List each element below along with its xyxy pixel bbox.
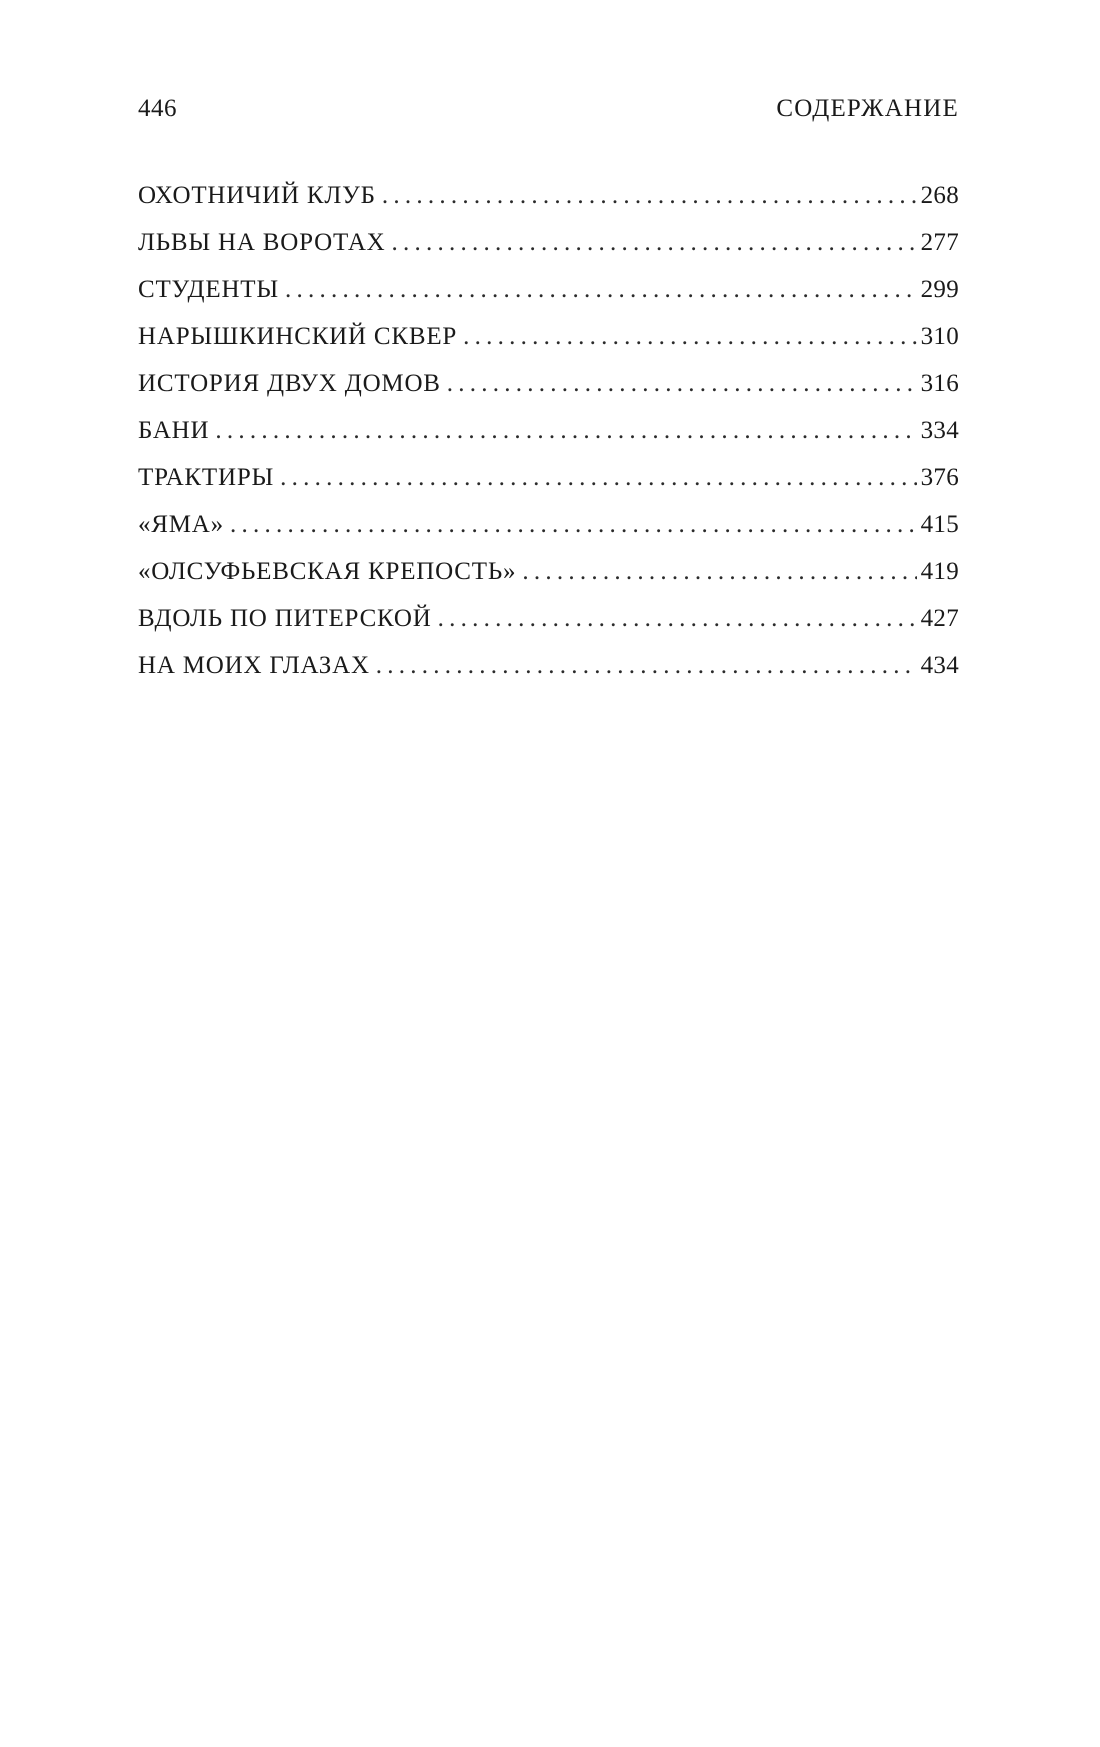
toc-entry [138, 370, 959, 417]
toc-entry-page: 419 [920, 558, 959, 585]
toc-entry-page: 268 [920, 182, 959, 209]
toc-entry [138, 464, 959, 511]
page-number: 446 [138, 95, 177, 122]
toc-entry-page: 427 [920, 605, 959, 632]
toc-entry-title: ТРАКТИРЫ [138, 464, 275, 491]
toc-entry [138, 417, 959, 464]
dot-leader [280, 464, 916, 492]
toc-entry-title: СТУДЕНТЫ [138, 276, 279, 303]
running-head [138, 95, 959, 131]
toc-entry-title: ЛЬВЫ НА ВОРОТАХ [138, 229, 386, 256]
toc-entry [138, 605, 959, 652]
toc-entry-title: ИСТОРИЯ ДВУХ ДОМОВ [138, 370, 441, 397]
toc-entry-page: 310 [920, 323, 959, 350]
toc-entry [138, 276, 959, 323]
toc-entry-page: 299 [920, 276, 959, 303]
dot-leader [463, 323, 916, 351]
toc-entry-page: 376 [920, 464, 959, 491]
toc-entry-title: «ОЛСУФЬЕВСКАЯ КРЕПОСТЬ» [138, 558, 517, 585]
dot-leader [230, 511, 917, 539]
toc-entry-page: 415 [920, 511, 959, 538]
toc-entry-page: 277 [920, 229, 959, 256]
toc-entry-title: ОХОТНИЧИЙ КЛУБ [138, 182, 376, 209]
toc-entry-page: 434 [920, 652, 959, 679]
toc-entry [138, 182, 959, 229]
table-of-contents [138, 182, 959, 699]
toc-entry [138, 229, 959, 276]
dot-leader [392, 229, 917, 257]
dot-leader [285, 276, 917, 304]
dot-leader [382, 182, 917, 210]
toc-entry-title: НАРЫШКИНСКИЙ СКВЕР [138, 323, 458, 350]
toc-entry [138, 652, 959, 699]
toc-entry-title: БАНИ [138, 417, 210, 444]
dot-leader [438, 605, 917, 633]
section-title: СОДЕРЖАНИЕ [776, 95, 959, 122]
toc-entry [138, 511, 959, 558]
dot-leader [447, 370, 917, 398]
toc-entry [138, 323, 959, 370]
toc-entry-page: 334 [920, 417, 959, 444]
dot-leader [376, 652, 917, 680]
toc-entry-title: «ЯМА» [138, 511, 224, 538]
toc-entry-page: 316 [920, 370, 959, 397]
toc-entry-title: ВДОЛЬ ПО ПИТЕРСКОЙ [138, 605, 432, 632]
toc-entry [138, 558, 959, 605]
dot-leader [522, 558, 916, 586]
dot-leader [215, 417, 916, 445]
toc-entry-title: НА МОИХ ГЛАЗАХ [138, 652, 370, 679]
